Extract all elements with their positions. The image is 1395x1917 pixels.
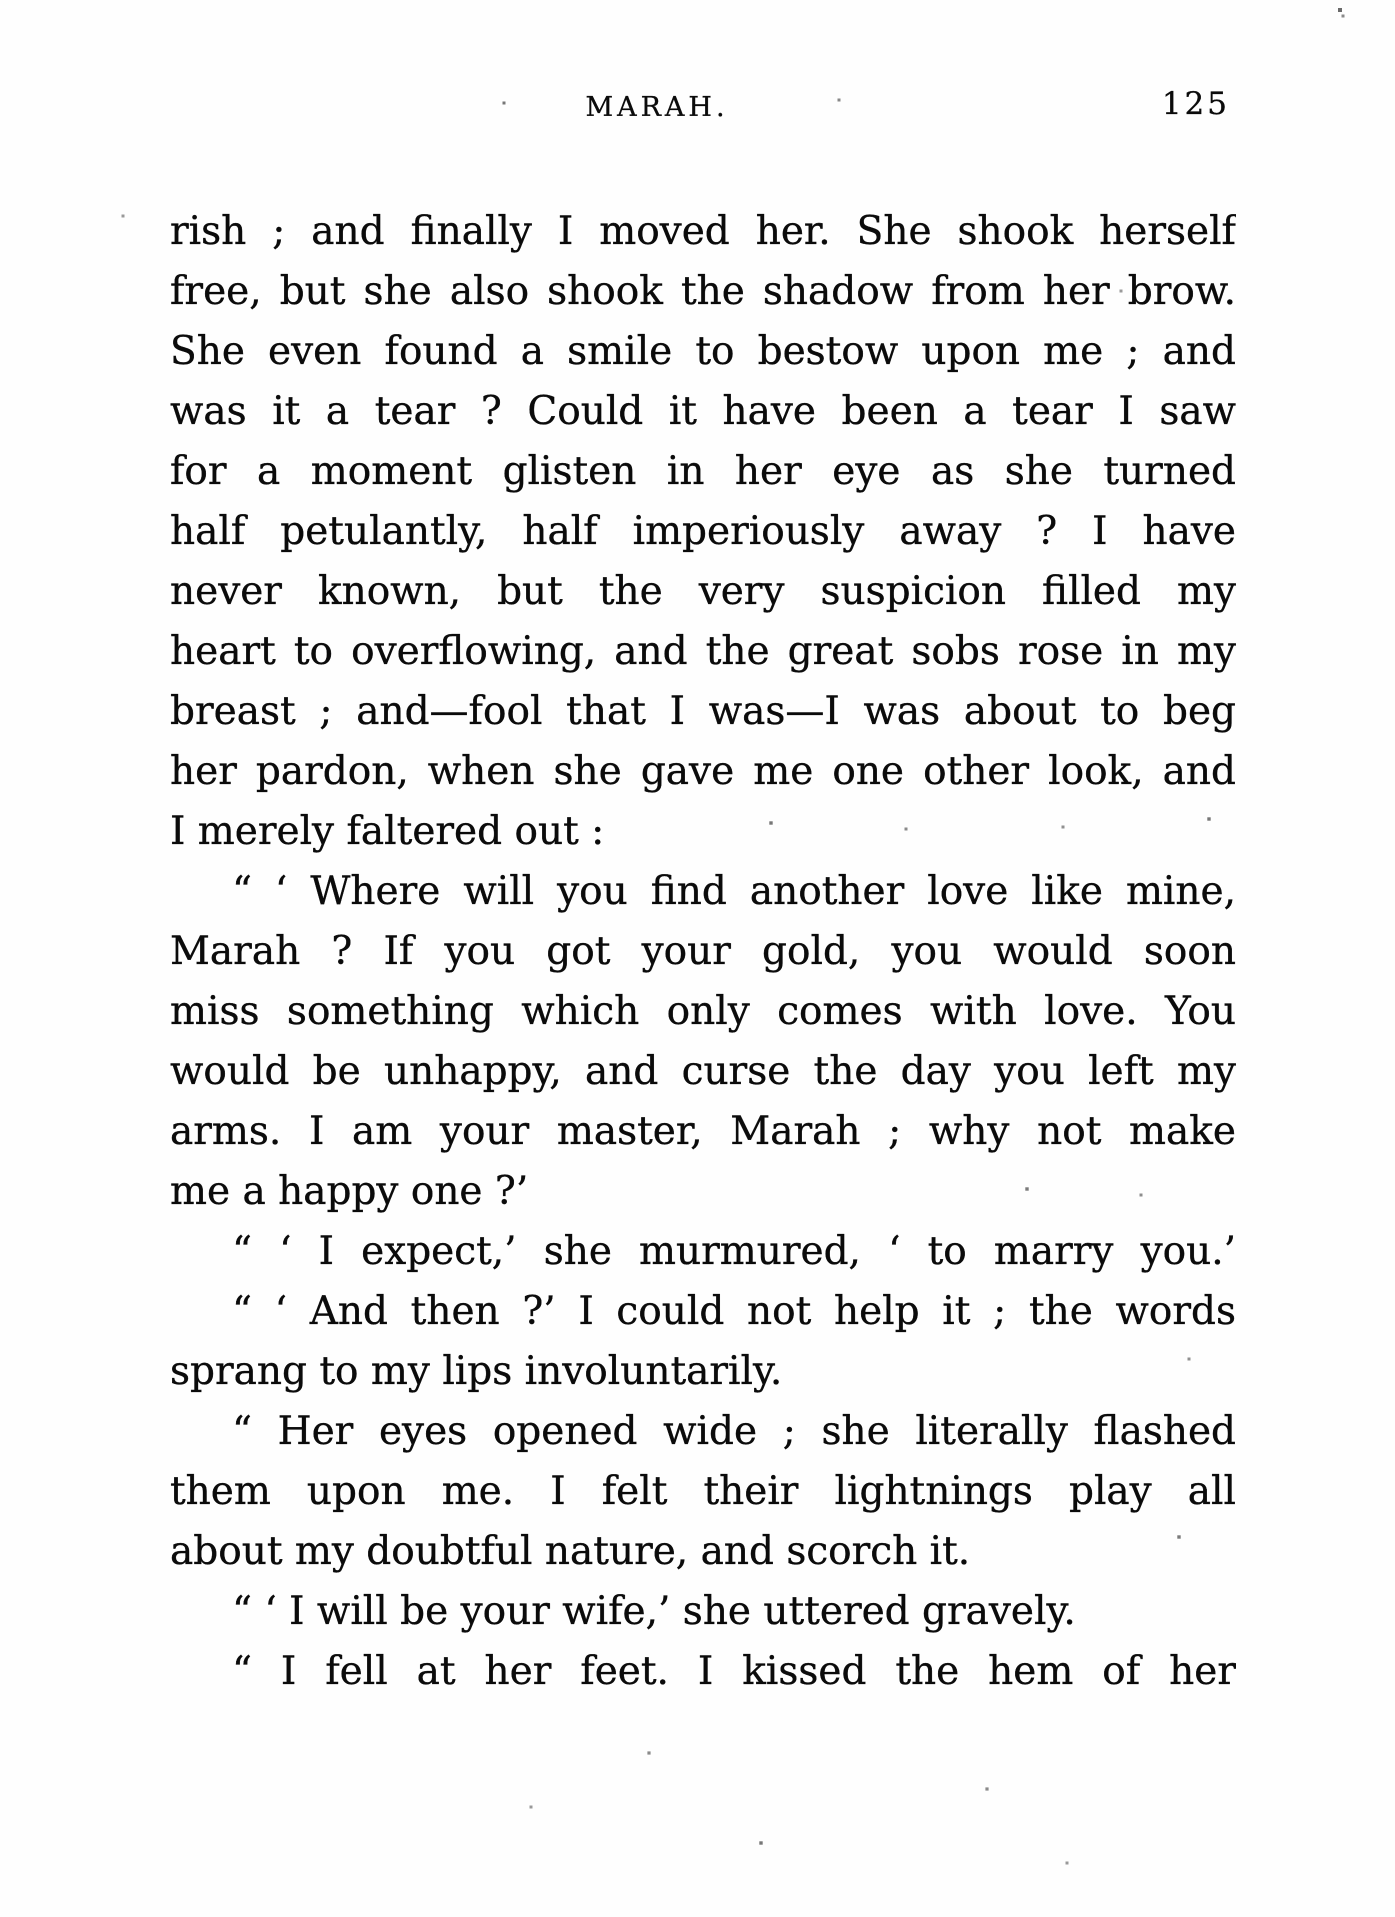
text-line: “ ‘ I will be your wife,’ she uttered gravely. <box>232 1589 1076 1634</box>
text-line: half petulantly, half imperiously away ? I have <box>170 509 1236 554</box>
text-line: breast ; and—fool that I was—I was about to beg <box>170 689 1236 734</box>
text-line: “ ‘ And then ?’ I could not help it ; the words <box>232 1289 1236 1334</box>
text-line: me a happy one ?’ <box>170 1169 529 1214</box>
text-line: rish ; and finally I moved her. She shook herself <box>170 209 1236 254</box>
text-line: them upon me. I felt their lightnings play all <box>170 1469 1236 1514</box>
text-line: She even found a smile to bestow upon me ; and <box>170 329 1236 374</box>
text-line: Marah ? If you got your gold, you would soon <box>170 929 1236 974</box>
text-line: “ ‘ I expect,’ she murmured, ‘ to marry you.’ <box>232 1229 1236 1274</box>
scan-speckles <box>0 0 2 2</box>
text-line: about my doubtful nature, and scorch it. <box>170 1529 971 1574</box>
text-line: would be unhappy, and curse the day you left my <box>170 1049 1236 1094</box>
page-text <box>170 202 1236 1702</box>
text-line: was it a tear ? Could it have been a tear I saw <box>170 389 1236 434</box>
page-number: 125 <box>1161 86 1230 122</box>
text-line: free, but she also shook the shadow from her brow. <box>170 269 1236 314</box>
text-line: “ Her eyes opened wide ; she literally flashed <box>232 1409 1236 1454</box>
running-head <box>170 88 1236 132</box>
text-line: “ I fell at her feet. I kissed the hem of her <box>232 1649 1236 1694</box>
text-line: never known, but the very suspicion filled my <box>170 569 1236 614</box>
text-line: for a moment glisten in her eye as she turned <box>170 449 1236 494</box>
text-line: miss something which only comes with love. You <box>170 989 1236 1034</box>
text-line: her pardon, when she gave me one other look, and <box>170 749 1236 794</box>
running-head-title: MARAH. <box>585 92 729 123</box>
text-line: arms. I am your master, Marah ; why not make <box>170 1109 1236 1154</box>
text-line: “ ‘ Where will you find another love like mine, <box>232 869 1236 914</box>
text-line: heart to overflowing, and the great sobs rose in my <box>170 629 1236 674</box>
text-line: sprang to my lips involuntarily. <box>170 1349 783 1394</box>
text-line: I merely faltered out : <box>170 809 605 854</box>
